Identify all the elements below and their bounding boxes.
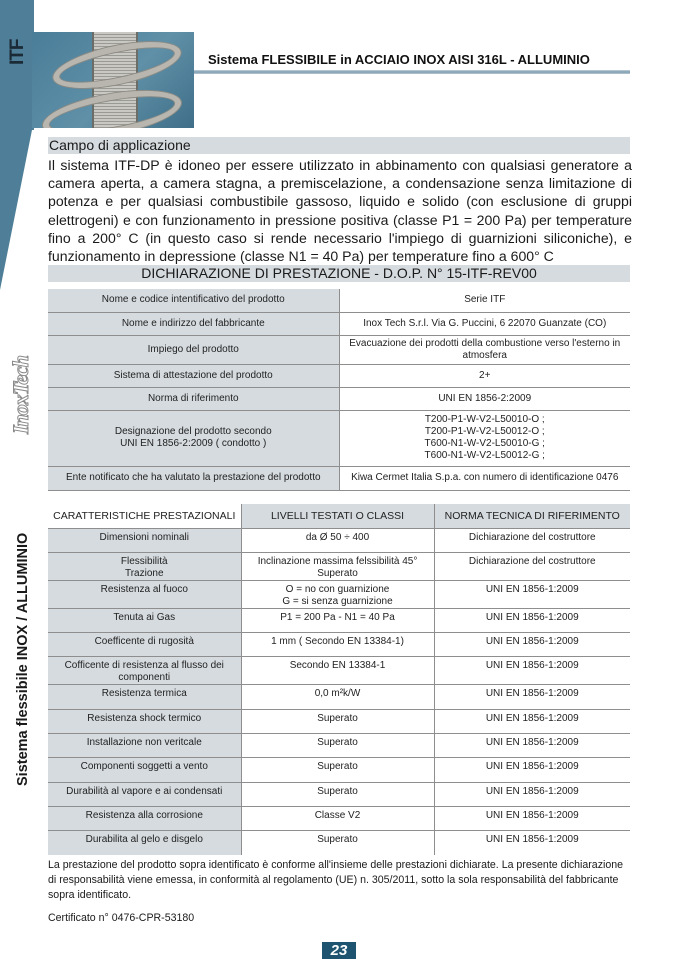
dop-row: [48, 312, 630, 335]
characteristic-name: Durabilità al vapore e ai condensati: [48, 782, 241, 806]
column-header: LIVELLI TESTATI O CLASSI: [241, 504, 434, 528]
characteristics-header-row: [48, 504, 630, 528]
tested-level: 0,0 m²k/W: [241, 685, 434, 709]
itf-side-tag: ITF: [7, 39, 28, 65]
dop-row-label: Designazione del prodotto secondo UNI EN 1856-2:2009 ( condotto ): [48, 410, 339, 466]
characteristic-name: Tenuta ai Gas: [48, 608, 241, 632]
characteristic-name: Flessibilità Trazione: [48, 552, 241, 580]
characteristics-row: [48, 580, 630, 608]
dop-row: [48, 387, 630, 410]
dop-row-value: Kiwa Cermet Italia S.p.a. con numero di identificazione 0476: [339, 466, 630, 490]
reference-standard: UNI EN 1856-1:2009: [434, 831, 630, 855]
characteristics-row: [48, 608, 630, 632]
page-number: 23: [322, 942, 356, 959]
characteristics-row: [48, 709, 630, 733]
characteristics-row: [48, 657, 630, 685]
tested-level: Superato: [241, 733, 434, 757]
dop-row-value: 2+: [339, 364, 630, 387]
dop-table: [48, 289, 630, 491]
dop-row-value: Inox Tech S.r.l. Via G. Puccini, 6 22070 Guanzate (CO): [339, 312, 630, 335]
certificate-number: Certificato n° 0476-CPR-53180: [48, 912, 195, 924]
characteristics-table: [48, 504, 630, 855]
brand-logo: InoxTech: [8, 356, 33, 434]
dop-row-value: Serie ITF: [339, 289, 630, 312]
dop-row-value: UNI EN 1856-2:2009: [339, 387, 630, 410]
characteristics-row: [48, 806, 630, 830]
tested-level: da Ø 50 ÷ 400: [241, 528, 434, 552]
reference-standard: UNI EN 1856-1:2009: [434, 709, 630, 733]
characteristic-name: Dimensioni nominali: [48, 528, 241, 552]
tested-level: P1 = 200 Pa - N1 = 40 Pa: [241, 608, 434, 632]
characteristic-name: Installazione non veritcale: [48, 733, 241, 757]
characteristic-name: Resistenza al fuoco: [48, 580, 241, 608]
characteristic-name: Resistenza shock termico: [48, 709, 241, 733]
characteristics-row: [48, 685, 630, 709]
application-text: Il sistema ITF-DP è idoneo per essere utilizzato in abbinamento con qualsiasi generatore a camera aperta, a camera stagna, a premiscelazione, a condensazione senza limitazione di potenza e per qualsiasi combustibile gassoso, liquido e solido (con esclusione di gruppi elettrogeni) e con funzionamento in pressione positiva (classe P1 = 200 Pa) per temperature fino a 200° C (in questo caso si rende necessario l'impiego di guarnizioni siliconiche), e funzionamento in depressione (classe N1 = 40 Pa) per temperature fino a 600° C: [48, 157, 632, 265]
reference-standard: Dichiarazione del costruttore: [434, 528, 630, 552]
side-caption: Sistema flessibile INOX / ALLUMINIO: [15, 532, 31, 786]
characteristics-row: [48, 633, 630, 657]
dop-row-value: T200-P1-W-V2-L50010-O ; T200-P1-W-V2-L50012-O ; T600-N1-W-V2-L50010-G ; T600-N1-W-V2-L50012-G ;: [339, 410, 630, 466]
tested-level: Secondo EN 13384-1: [241, 657, 434, 685]
characteristic-name: Resistenza termica: [48, 685, 241, 709]
dop-row: [48, 364, 630, 387]
characteristic-name: Coefficente di rugosità: [48, 633, 241, 657]
tested-level: Superato: [241, 831, 434, 855]
dop-row: [48, 410, 630, 466]
dop-row: [48, 466, 630, 490]
tested-level: Classe V2: [241, 806, 434, 830]
characteristics-row: [48, 528, 630, 552]
tested-level: Superato: [241, 709, 434, 733]
tested-level: Superato: [241, 782, 434, 806]
reference-standard: UNI EN 1856-1:2009: [434, 806, 630, 830]
page-header-title: Sistema FLESSIBILE in ACCIAIO INOX AISI 316L - ALLUMINIO: [208, 52, 590, 67]
tested-level: Superato: [241, 758, 434, 782]
header-divider: [194, 70, 630, 74]
characteristics-row: [48, 782, 630, 806]
tested-level: 1 mm ( Secondo EN 13384-1): [241, 633, 434, 657]
conformity-note: La prestazione del prodotto sopra identificato è conforme all'insieme delle prestazioni dichiarate. La presente dichiarazione di responsabilità viene emessa, in conformità al regolamento (UE) n. 305/2011, sotto la sola responsabilità del fabbricante sopra identificato.: [48, 859, 624, 901]
characteristics-row: [48, 758, 630, 782]
dop-row-label: Sistema di attestazione del prodotto: [48, 364, 339, 387]
dop-heading: DICHIARAZIONE DI PRESTAZIONE - D.O.P. N° 15-ITF-REV00: [48, 265, 630, 282]
characteristics-row: [48, 831, 630, 855]
tested-level: O = no con guarnizione G = si senza guarnizione: [241, 580, 434, 608]
dop-row: [48, 335, 630, 364]
reference-standard: Dichiarazione del costruttore: [434, 552, 630, 580]
dop-row-label: Nome e indirizzo del fabbricante: [48, 312, 339, 335]
reference-standard: UNI EN 1856-1:2009: [434, 758, 630, 782]
reference-standard: UNI EN 1856-1:2009: [434, 782, 630, 806]
reference-standard: UNI EN 1856-1:2009: [434, 657, 630, 685]
reference-standard: UNI EN 1856-1:2009: [434, 580, 630, 608]
characteristic-name: Resistenza alla corrosione: [48, 806, 241, 830]
reference-standard: UNI EN 1856-1:2009: [434, 633, 630, 657]
dop-row-value: Evacuazione dei prodotti della combustione verso l'esterno in atmosfera: [339, 335, 630, 364]
dop-row-label: Nome e codice intentificativo del prodotto: [48, 289, 339, 312]
dop-row-label: Impiego del prodotto: [48, 335, 339, 364]
reference-standard: UNI EN 1856-1:2009: [434, 733, 630, 757]
application-heading: Campo di applicazione: [48, 137, 630, 154]
reference-standard: UNI EN 1856-1:2009: [434, 608, 630, 632]
column-header: CARATTERISTICHE PRESTAZIONALI: [48, 504, 241, 528]
header-photo-flexible-pipe: [32, 32, 194, 128]
characteristic-name: Cofficente di resistenza al flusso dei componenti: [48, 657, 241, 685]
characteristic-name: Componenti soggetti a vento: [48, 758, 241, 782]
characteristics-row: [48, 552, 630, 580]
reference-standard: UNI EN 1856-1:2009: [434, 685, 630, 709]
characteristic-name: Durabilita al gelo e disgelo: [48, 831, 241, 855]
characteristics-row: [48, 733, 630, 757]
tested-level: Inclinazione massima felssibilità 45° Superato: [241, 552, 434, 580]
dop-row-label: Ente notificato che ha valutato la prestazione del prodotto: [48, 466, 339, 490]
column-header: NORMA TECNICA DI RIFERIMENTO: [434, 504, 630, 528]
dop-row-label: Norma di riferimento: [48, 387, 339, 410]
dop-row: [48, 289, 630, 312]
